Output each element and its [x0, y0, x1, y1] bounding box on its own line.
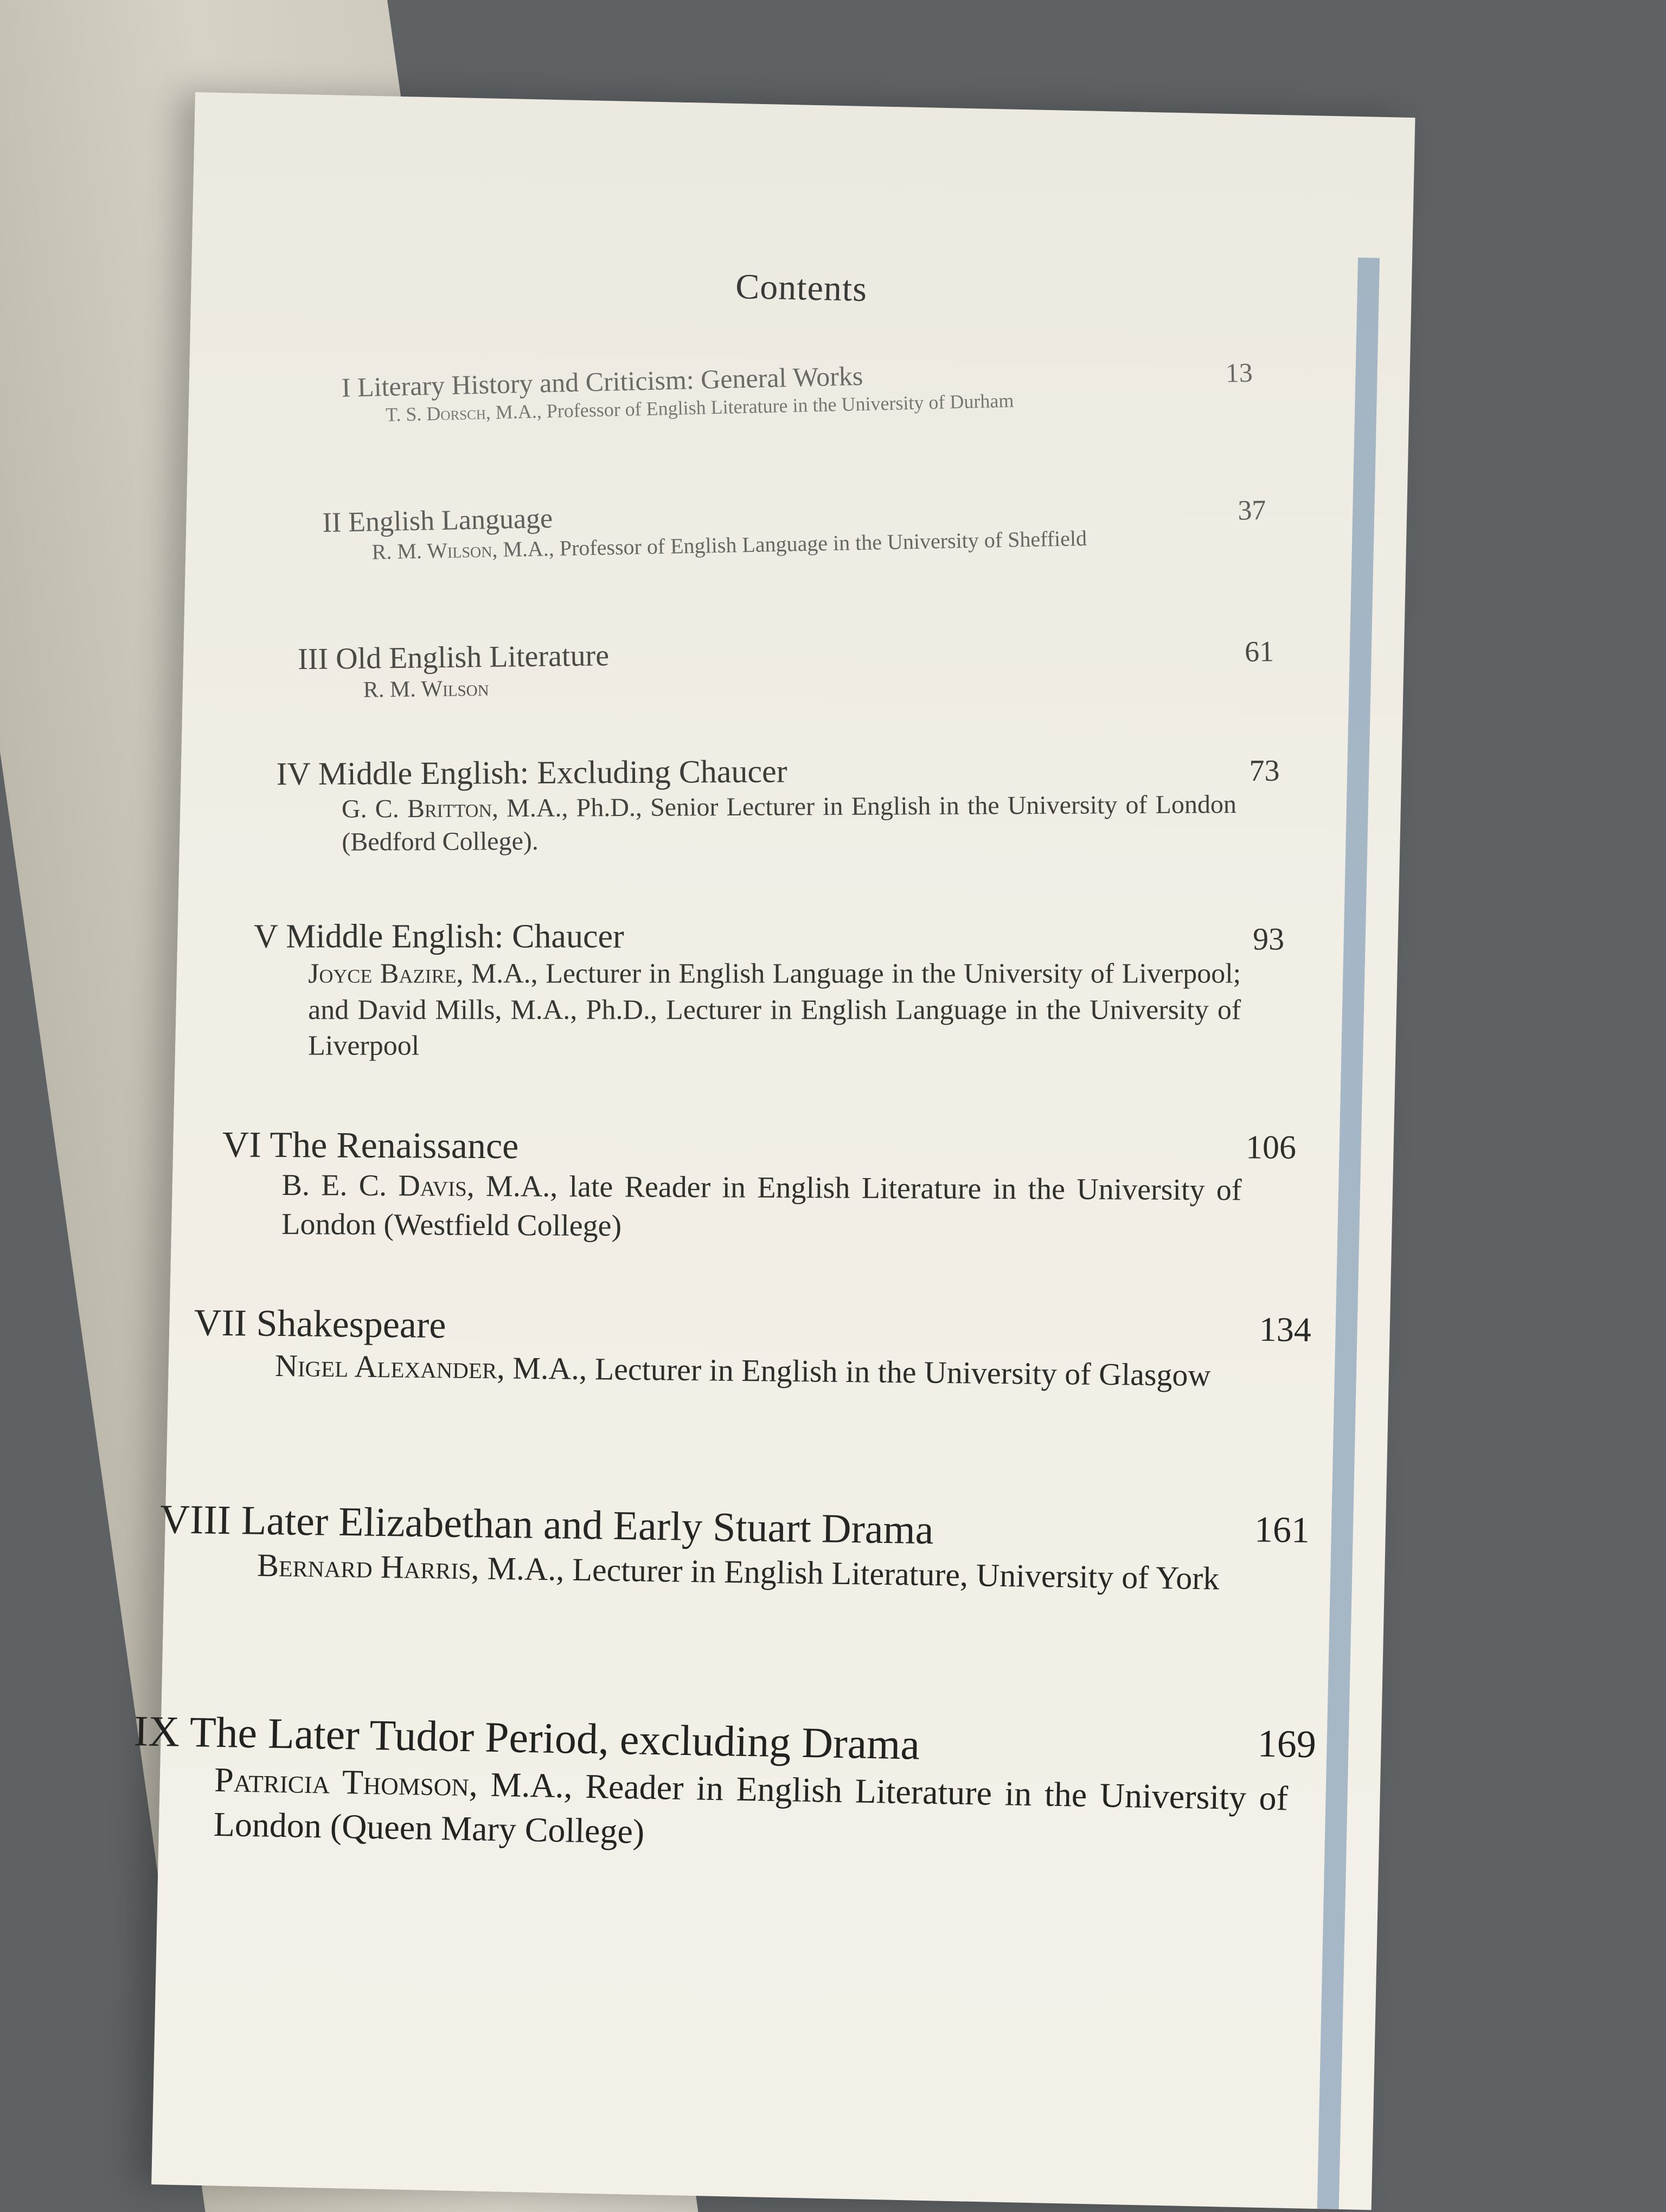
toc-title: Middle English: Excluding Chaucer: [318, 753, 787, 792]
toc-title: English Language: [348, 503, 553, 538]
author-affiliation: , M.A., Lecturer in English Language in the University of Liverpool; and David Mills, M.A., Ph.D., Lecturer in English Language in the University of Liverpool: [308, 958, 1241, 1062]
toc-heading: [254, 918, 1284, 956]
toc-page-number: 169: [1257, 1721, 1317, 1766]
toc-page-number: 134: [1259, 1310, 1312, 1349]
toc-numeral: III: [297, 642, 329, 677]
toc-title: Old English Literature: [335, 639, 610, 676]
author-name: Nigel Alexander: [274, 1348, 497, 1386]
toc-author: [308, 956, 1241, 1065]
author-name: T. S. Dorsch: [385, 401, 486, 426]
toc-entry-5: [254, 918, 1284, 1065]
author-affiliation: , M.A., Professor of English Literature in the University of Durham: [485, 389, 1014, 423]
toc-numeral: VIII: [159, 1496, 232, 1544]
author-affiliation: , M.A., Professor of English Language in the University of Sheffield: [491, 526, 1087, 562]
toc-page-number: 73: [1249, 754, 1280, 788]
toc-page-number: 37: [1237, 494, 1267, 526]
toc-numeral: I: [341, 372, 351, 403]
toc-title: Literary History and Criticism: General Works: [357, 360, 863, 403]
toc-heading: [222, 1123, 1296, 1171]
toc-entry-4: [276, 750, 1280, 860]
author-affiliation: , M.A., late Reader in English Literature in the University of London (Westfield College): [281, 1169, 1242, 1243]
toc-numeral: IV: [276, 756, 310, 792]
toc-numeral: IX: [133, 1707, 180, 1756]
toc-page-number: 61: [1244, 635, 1274, 668]
toc-numeral: VI: [222, 1123, 261, 1165]
author-affiliation: , M.A., Lecturer in English Literature, University of York: [471, 1550, 1220, 1597]
page-title: Contents: [735, 266, 868, 310]
author-name: B. E. C. Davis: [281, 1168, 467, 1203]
author-affiliation: , M.A., Lecturer in English in the University of Glasgow: [497, 1350, 1211, 1393]
toc-entry-1: [341, 351, 1253, 428]
toc-title: Later Elizabethan and Early Stuart Drama: [241, 1497, 934, 1553]
toc-entry-8: [159, 1496, 1310, 1600]
toc-page-number: 13: [1225, 357, 1253, 388]
toc-title: Shakespeare: [256, 1302, 446, 1347]
toc-entry-9: [132, 1707, 1316, 1866]
toc-entry-3: [298, 630, 1274, 706]
author-name: G. C. Britton: [341, 794, 492, 824]
author-affiliation: , M.A., Ph.D., Senior Lecturer in English in the University of London (Bedford College).: [342, 790, 1237, 857]
toc-title: The Later Tudor Period, excluding Drama: [189, 1708, 920, 1769]
contents-page: [133, 92, 1415, 2210]
author-name: R. M. Wilson: [363, 676, 489, 703]
toc-page-number: 106: [1245, 1129, 1297, 1166]
toc-numeral: V: [254, 918, 278, 955]
author-name: Joyce Bazire: [308, 958, 457, 989]
book-cover-edge: [1317, 258, 1380, 2209]
toc-page-number: 93: [1253, 921, 1285, 957]
toc-entry-7: [194, 1301, 1312, 1397]
toc-page-number: 161: [1254, 1508, 1310, 1551]
toc-title: Middle English: Chaucer: [286, 918, 624, 955]
author-name: Bernard Harris: [257, 1547, 472, 1586]
toc-author: [342, 788, 1237, 859]
toc-entry-2: [322, 489, 1267, 567]
author-affiliation: , M.A., Reader in English Literature in the University of London (Queen Mary College): [213, 1765, 1289, 1851]
toc-numeral: VII: [194, 1302, 247, 1345]
toc-title: The Renaissance: [270, 1123, 519, 1167]
toc-author: [281, 1166, 1242, 1249]
toc-numeral: II: [322, 507, 342, 539]
toc-author: [213, 1758, 1289, 1865]
author-name: R. M. Wilson: [371, 537, 492, 564]
toc-entry-6: [222, 1123, 1296, 1249]
author-name: Patricia Thomson: [214, 1760, 470, 1804]
toc-heading: [276, 750, 1279, 793]
